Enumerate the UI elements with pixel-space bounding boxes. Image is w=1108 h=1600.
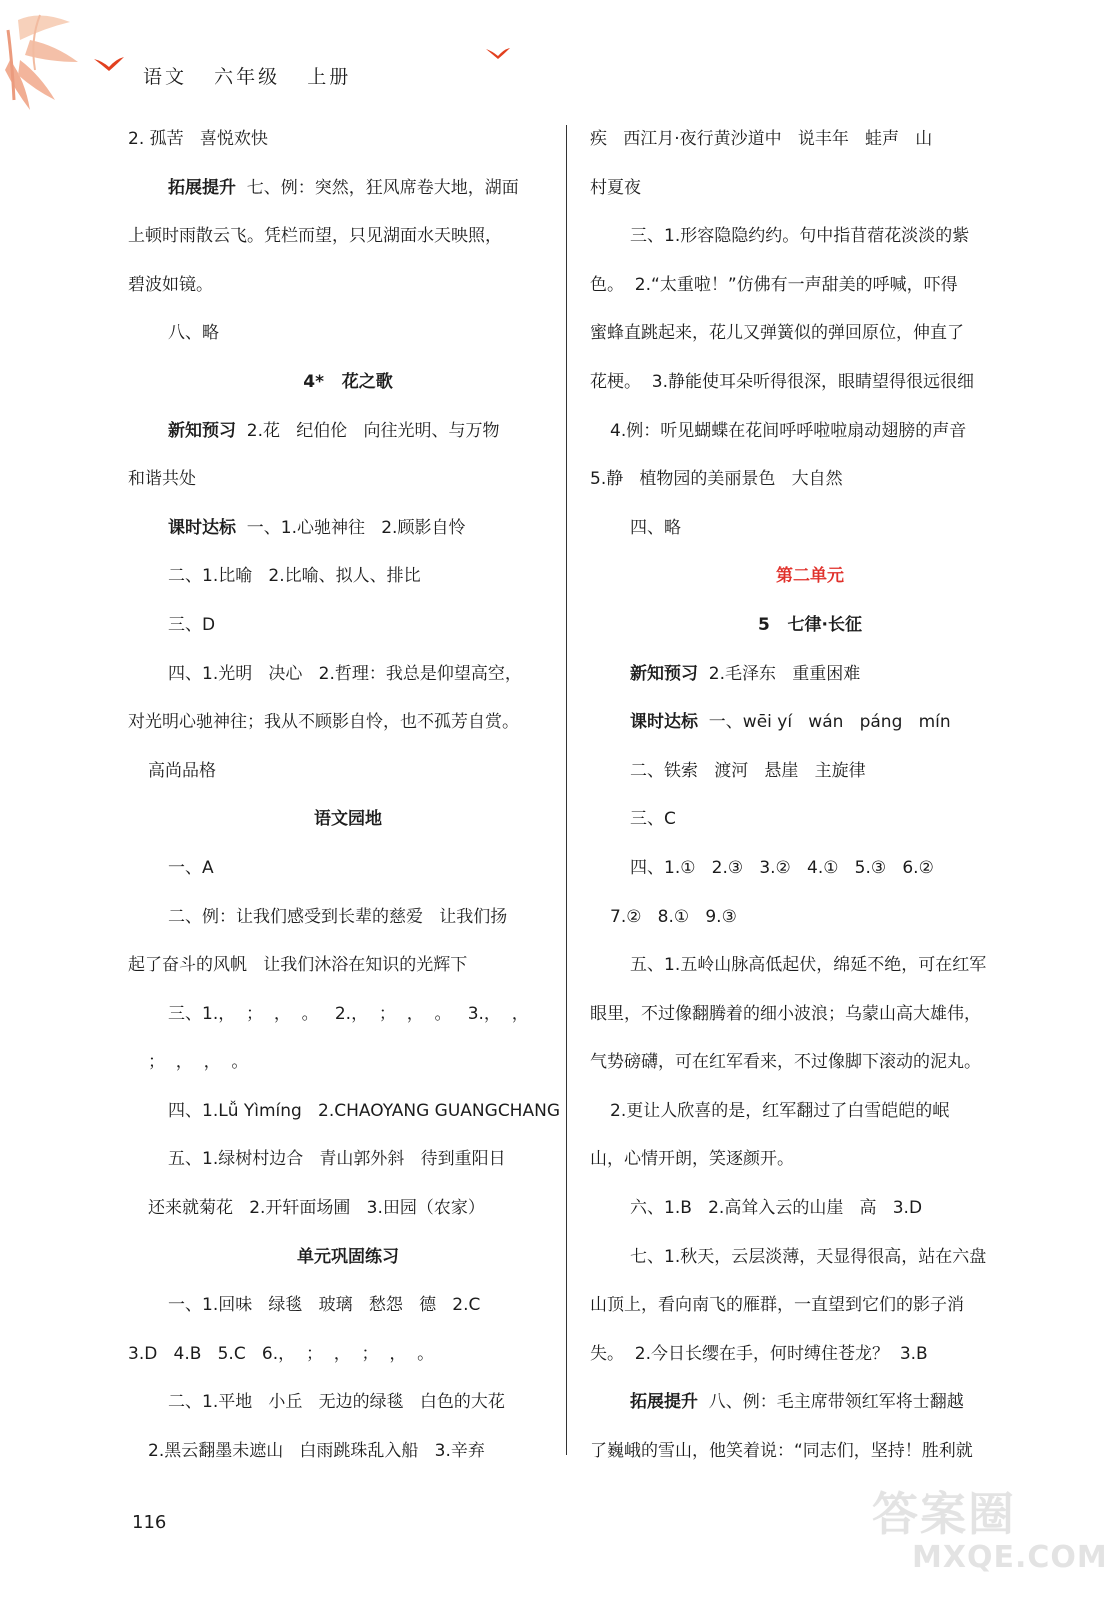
answer-text: 起了奋斗的风帆 让我们沐浴在知识的光辉下: [128, 955, 468, 976]
answer-text: 四、1.光明 决心 2.哲理：我总是仰望高空，: [168, 663, 522, 684]
answer-text: 三、D: [168, 614, 216, 635]
answer-line: [128, 309, 568, 358]
answer-line: [128, 941, 568, 990]
answer-line: [128, 1038, 568, 1087]
answer-line: [590, 747, 1030, 796]
answer-text: 2.更让人欣喜的是，红军翻过了白雪皑皑的岷: [610, 1100, 950, 1121]
answer-text: 二、1.平地 小丘 无边的绿毯 白色的大花: [168, 1392, 505, 1413]
answer-text: 蜜蜂直跳起来，花儿又弹簧似的弹回原位，伸直了: [590, 323, 964, 344]
answer-text: 七、例：突然，狂风席卷大地，湖面: [236, 177, 519, 198]
answer-line: [128, 1427, 568, 1476]
answer-line: [590, 650, 1030, 699]
answer-text: 二、例：让我们感受到长辈的慈爱 让我们扬: [168, 906, 508, 927]
answer-line: [128, 212, 568, 261]
answer-line: [590, 1184, 1030, 1233]
answer-text: 对光明心驰神往；我从不顾影自怜，也不孤芳自赏。: [128, 712, 519, 733]
answer-line: [128, 1184, 568, 1233]
answer-text: 4.例：听见蝴蝶在花间呼呼啦啦扇动翅膀的声音: [610, 420, 967, 441]
answer-text: 语文园地: [314, 809, 382, 830]
answer-line: [590, 795, 1030, 844]
answer-text: 三、C: [630, 809, 676, 830]
answer-line: [590, 1087, 1030, 1136]
answer-line: [590, 309, 1030, 358]
answer-text: 五、1.五岭山脉高低起伏，绵延不绝，可在红军: [630, 955, 987, 976]
answer-line: [128, 650, 568, 699]
right-column: [590, 115, 1030, 1476]
answer-line: [128, 844, 568, 893]
answer-text: 一、1.心驰神往 2.顾影自怜: [236, 517, 466, 538]
answer-text: 眼里，不过像翻腾着的细小波浪；乌蒙山高大雄伟，: [590, 1003, 981, 1024]
section-label: 课时达标: [168, 517, 236, 538]
answer-text: 四、1.① 2.③ 3.② 4.① 5.③ 6.②: [630, 857, 934, 878]
answer-line: [128, 1281, 568, 1330]
section-label: 新知预习: [168, 420, 236, 441]
answer-line: [128, 407, 568, 456]
answer-line: [128, 115, 568, 164]
answer-line: [590, 164, 1030, 213]
answer-text: 一、A: [168, 857, 214, 878]
watermark-logo: [872, 1478, 1108, 1588]
section-label: 拓展提升: [168, 177, 236, 198]
answer-line: [128, 1378, 568, 1427]
answer-line: [590, 893, 1030, 942]
answer-text: 高尚品格: [148, 760, 216, 781]
answer-text: 失。 2.今日长缨在手，何时缚住苍龙？ 3.B: [590, 1343, 928, 1364]
answer-text: 三、1.形容隐隐约约。句中指苜蓿花淡淡的紫: [630, 226, 970, 247]
answer-text: 和谐共处: [128, 469, 196, 490]
answer-line: [128, 1087, 568, 1136]
answer-line: [128, 990, 568, 1039]
answer-text: 7.② 8.① 9.③: [610, 906, 737, 927]
answer-text: 第二单元: [776, 566, 844, 587]
answer-line: [128, 1233, 568, 1282]
answer-text: 2.毛泽东 重重困难: [698, 663, 861, 684]
answer-text: 5.静 植物园的美丽景色 大自然: [590, 469, 843, 490]
answer-text: 气势磅礴，可在红军看来，不过像脚下滚动的泥丸。: [590, 1052, 981, 1073]
header-title: 语文 六年级 上册: [143, 66, 352, 88]
section-label: 新知预习: [630, 663, 698, 684]
answer-text: 了巍峨的雪山，他笑着说：“同志们，坚持！胜利就: [590, 1441, 973, 1462]
answer-line: [590, 407, 1030, 456]
answer-text: 3.D 4.B 5.C 6.， ； ， ； ， 。: [128, 1343, 435, 1364]
answer-text: 四、略: [630, 517, 681, 538]
answer-line: [590, 504, 1030, 553]
answer-line: [590, 552, 1030, 601]
answer-line: [128, 747, 568, 796]
answer-text: 一、wēi yí wán páng mín: [698, 712, 951, 733]
answer-line: [128, 1330, 568, 1379]
answer-line: [128, 358, 568, 407]
answer-text: 碧波如镜。: [128, 274, 213, 295]
answer-line: [590, 261, 1030, 310]
answer-line: [590, 1281, 1030, 1330]
answer-line: [590, 1135, 1030, 1184]
answer-text: 单元巩固练习: [297, 1246, 399, 1267]
answer-text: 七、1.秋天，云层淡薄，天显得很高，站在六盘: [630, 1246, 987, 1267]
answer-text: 六、1.B 2.高耸入云的山崖 高 3.D: [630, 1198, 923, 1219]
watermark-url: MXQE.COM: [912, 1540, 1108, 1575]
answer-line: [590, 1378, 1030, 1427]
answer-line: [128, 504, 568, 553]
answer-line: [128, 552, 568, 601]
answer-line: [590, 212, 1030, 261]
answer-line: [128, 455, 568, 504]
answer-line: [128, 698, 568, 747]
answer-line: [590, 115, 1030, 164]
answer-text: 五、1.绿树村边合 青山郭外斜 待到重阳日: [168, 1149, 506, 1170]
answer-text: 村夏夜: [590, 177, 641, 198]
answer-line: [128, 164, 568, 213]
answer-text: 上顿时雨散云飞。凭栏而望，只见湖面水天映照，: [128, 226, 502, 247]
answer-text: 2.花 纪伯伦 向往光明、与万物: [236, 420, 500, 441]
bird-icon: [92, 55, 126, 75]
answer-text: 一、1.回味 绿毯 玻璃 愁怨 德 2.C: [168, 1295, 481, 1316]
answer-line: [128, 1135, 568, 1184]
answer-line: [590, 601, 1030, 650]
answer-line: [128, 893, 568, 942]
answer-text: 花梗。 3.静能使耳朵听得很深，眼睛望得很远很细: [590, 371, 975, 392]
answer-line: [590, 358, 1030, 407]
answer-text: 5 七律·长征: [757, 614, 863, 635]
answer-line: [590, 941, 1030, 990]
answer-text: 四、1.Lǚ Yìmíng 2.CHAOYANG GUANGCHANG: [168, 1100, 560, 1121]
answer-text: ； ， ， 。: [148, 1052, 249, 1073]
answer-line: [590, 1330, 1030, 1379]
answer-text: 三、1.， ； ， 。 2.， ； ， 。 3.， ，: [168, 1003, 529, 1024]
answer-text: 2.黑云翻墨未遮山 白雨跳珠乱入船 3.辛弃: [148, 1441, 485, 1462]
answer-line: [590, 990, 1030, 1039]
answer-text: 还来就菊花 2.开轩面场圃 3.田园（农家）: [148, 1198, 485, 1219]
answer-line: [590, 455, 1030, 504]
answer-text: 疾 西江月·夜行黄沙道中 说丰年 蛙声 山: [590, 129, 933, 149]
section-label: 拓展提升: [630, 1392, 698, 1413]
answer-line: [590, 1427, 1030, 1476]
answer-line: [128, 601, 568, 650]
answer-line: [590, 1233, 1030, 1282]
answer-text: 八、略: [168, 323, 219, 344]
section-label: 课时达标: [630, 712, 698, 733]
left-column: [128, 115, 568, 1476]
answer-line: [128, 795, 568, 844]
bird-icon: [484, 46, 512, 62]
answer-text: 4* 花之歌: [303, 371, 393, 392]
answer-text: 山顶上，看向南飞的雁群，一直望到它们的影子消: [590, 1295, 964, 1316]
answer-text: 八、例：毛主席带领红军将士翻越: [698, 1392, 964, 1413]
answer-line: [590, 1038, 1030, 1087]
answer-text: 山，心情开朗，笑逐颜开。: [590, 1149, 794, 1170]
answer-line: [590, 844, 1030, 893]
answer-text: 色。 2.“太重啦！”仿佛有一声甜美的呼喊，吓得: [590, 274, 958, 295]
answer-line: [128, 261, 568, 310]
answer-text: 二、铁索 渡河 悬崖 主旋律: [630, 760, 866, 781]
answer-text: 2. 孤苦 喜悦欢快: [128, 129, 268, 149]
answer-line: [590, 698, 1030, 747]
page-number: 116: [132, 1512, 167, 1533]
watermark-text: 答案圈: [872, 1487, 1016, 1541]
answer-text: 二、1.比喻 2.比喻、拟人、排比: [168, 566, 421, 587]
